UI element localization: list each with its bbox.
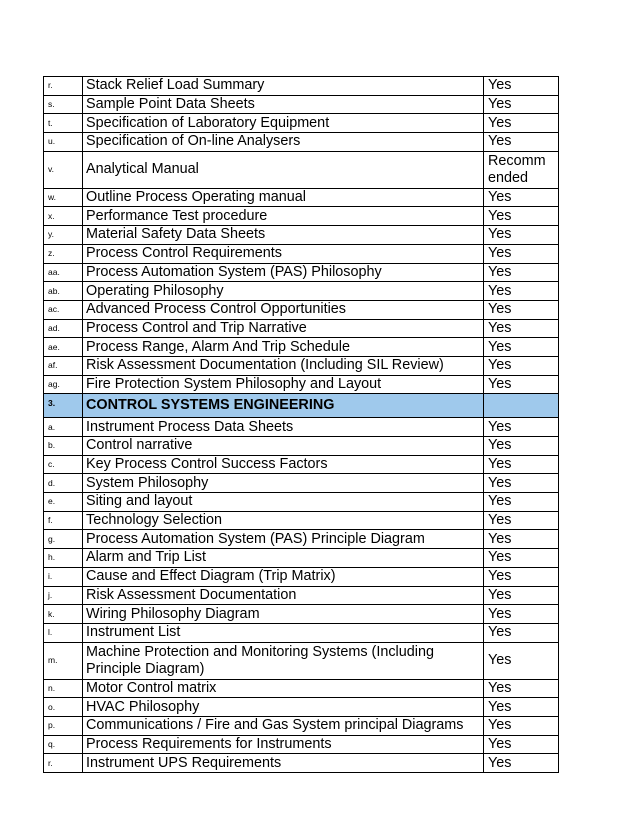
row-number: v.: [44, 151, 83, 188]
row-number: s.: [44, 95, 83, 114]
row-description: Stack Relief Load Summary: [83, 77, 484, 96]
table-row: [44, 282, 559, 301]
table-row: [44, 642, 559, 679]
table-row: [44, 151, 559, 188]
row-value: Yes: [484, 567, 559, 586]
row-value: Yes: [484, 95, 559, 114]
row-value: Yes: [484, 375, 559, 394]
row-value: Yes: [484, 716, 559, 735]
row-number: u.: [44, 133, 83, 152]
table-row: [44, 530, 559, 549]
row-description: Risk Assessment Documentation: [83, 586, 484, 605]
table-row: [44, 437, 559, 456]
table-row: [44, 735, 559, 754]
table-row: [44, 95, 559, 114]
row-number: j.: [44, 586, 83, 605]
row-number: i.: [44, 567, 83, 586]
row-description: Specification of On-line Analysers: [83, 133, 484, 152]
table-row: [44, 300, 559, 319]
row-value: Yes: [484, 437, 559, 456]
table-row: [44, 338, 559, 357]
row-description: Instrument List: [83, 623, 484, 642]
row-description: Performance Test procedure: [83, 207, 484, 226]
row-description: Process Automation System (PAS) Principle Diagram: [83, 530, 484, 549]
deliverables-table: [43, 76, 559, 773]
row-number: ab.: [44, 282, 83, 301]
row-value: Yes: [484, 77, 559, 96]
row-description: Process Automation System (PAS) Philosophy: [83, 263, 484, 282]
row-description: Process Range, Alarm And Trip Schedule: [83, 338, 484, 357]
table-row: [44, 754, 559, 773]
row-value: Yes: [484, 226, 559, 245]
row-description: Siting and layout: [83, 493, 484, 512]
row-description: Material Safety Data Sheets: [83, 226, 484, 245]
section-value: [484, 394, 559, 418]
row-description: Instrument UPS Requirements: [83, 754, 484, 773]
row-number: ae.: [44, 338, 83, 357]
row-value: Yes: [484, 263, 559, 282]
row-number: a.: [44, 418, 83, 437]
row-number: ag.: [44, 375, 83, 394]
row-value: Yes: [484, 679, 559, 698]
row-value: Yes: [484, 698, 559, 717]
row-number: r.: [44, 77, 83, 96]
row-value: Yes: [484, 300, 559, 319]
row-value: Yes: [484, 530, 559, 549]
section-number: 3.: [44, 394, 83, 418]
table-row: [44, 188, 559, 207]
row-number: q.: [44, 735, 83, 754]
row-number: e.: [44, 493, 83, 512]
row-value: Recomm ended: [484, 151, 559, 188]
row-number: af.: [44, 356, 83, 375]
table-row: [44, 586, 559, 605]
section-header-row: [44, 394, 559, 418]
table-row: [44, 474, 559, 493]
table-row: [44, 605, 559, 624]
table-row: [44, 679, 559, 698]
row-description: Analytical Manual: [83, 151, 484, 188]
table-row: [44, 263, 559, 282]
row-number: m.: [44, 642, 83, 679]
row-value: Yes: [484, 188, 559, 207]
row-value: Yes: [484, 114, 559, 133]
row-number: y.: [44, 226, 83, 245]
row-description: Instrument Process Data Sheets: [83, 418, 484, 437]
row-value: Yes: [484, 493, 559, 512]
row-description: Outline Process Operating manual: [83, 188, 484, 207]
table-row: [44, 567, 559, 586]
row-number: g.: [44, 530, 83, 549]
table-row: [44, 356, 559, 375]
table-row: [44, 77, 559, 96]
row-number: w.: [44, 188, 83, 207]
row-value: Yes: [484, 605, 559, 624]
row-description: Motor Control matrix: [83, 679, 484, 698]
section-title: CONTROL SYSTEMS ENGINEERING: [83, 394, 484, 418]
row-value: Yes: [484, 455, 559, 474]
row-number: d.: [44, 474, 83, 493]
row-value: Yes: [484, 586, 559, 605]
table-row: [44, 455, 559, 474]
table-row: [44, 375, 559, 394]
row-description: Control narrative: [83, 437, 484, 456]
row-number: z.: [44, 244, 83, 263]
row-value: Yes: [484, 207, 559, 226]
row-value: Yes: [484, 356, 559, 375]
row-description: Alarm and Trip List: [83, 549, 484, 568]
row-value: Yes: [484, 642, 559, 679]
row-number: ad.: [44, 319, 83, 338]
row-number: x.: [44, 207, 83, 226]
row-value: Yes: [484, 511, 559, 530]
row-description: Risk Assessment Documentation (Including SIL Review): [83, 356, 484, 375]
row-description: Fire Protection System Philosophy and Layout: [83, 375, 484, 394]
row-description: HVAC Philosophy: [83, 698, 484, 717]
row-number: h.: [44, 549, 83, 568]
row-description: Cause and Effect Diagram (Trip Matrix): [83, 567, 484, 586]
row-value: Yes: [484, 282, 559, 301]
row-description: Operating Philosophy: [83, 282, 484, 301]
row-description: Sample Point Data Sheets: [83, 95, 484, 114]
row-value: Yes: [484, 418, 559, 437]
table-row: [44, 623, 559, 642]
table-row: [44, 133, 559, 152]
row-description: Machine Protection and Monitoring Systems (Including Principle Diagram): [83, 642, 484, 679]
row-description: Process Control and Trip Narrative: [83, 319, 484, 338]
table-row: [44, 244, 559, 263]
row-number: l.: [44, 623, 83, 642]
row-description: Communications / Fire and Gas System principal Diagrams: [83, 716, 484, 735]
row-value: Yes: [484, 623, 559, 642]
table-row: [44, 114, 559, 133]
row-number: r.: [44, 754, 83, 773]
row-description: Technology Selection: [83, 511, 484, 530]
row-value: Yes: [484, 549, 559, 568]
table-row: [44, 418, 559, 437]
row-number: f.: [44, 511, 83, 530]
table-row: [44, 698, 559, 717]
row-description: Process Requirements for Instruments: [83, 735, 484, 754]
row-number: c.: [44, 455, 83, 474]
table-row: [44, 319, 559, 338]
row-number: aa.: [44, 263, 83, 282]
row-number: ac.: [44, 300, 83, 319]
row-description: Advanced Process Control Opportunities: [83, 300, 484, 319]
row-value: Yes: [484, 338, 559, 357]
row-number: b.: [44, 437, 83, 456]
table-row: [44, 226, 559, 245]
row-description: System Philosophy: [83, 474, 484, 493]
row-value: Yes: [484, 133, 559, 152]
table-row: [44, 549, 559, 568]
row-number: k.: [44, 605, 83, 624]
table-row: [44, 511, 559, 530]
row-value: Yes: [484, 319, 559, 338]
row-description: Key Process Control Success Factors: [83, 455, 484, 474]
row-description: Specification of Laboratory Equipment: [83, 114, 484, 133]
row-number: p.: [44, 716, 83, 735]
table-row: [44, 716, 559, 735]
row-value: Yes: [484, 474, 559, 493]
table-row: [44, 207, 559, 226]
row-value: Yes: [484, 735, 559, 754]
row-description: Wiring Philosophy Diagram: [83, 605, 484, 624]
row-number: n.: [44, 679, 83, 698]
table-row: [44, 493, 559, 512]
row-value: Yes: [484, 244, 559, 263]
row-number: o.: [44, 698, 83, 717]
row-value: Yes: [484, 754, 559, 773]
row-description: Process Control Requirements: [83, 244, 484, 263]
row-number: t.: [44, 114, 83, 133]
